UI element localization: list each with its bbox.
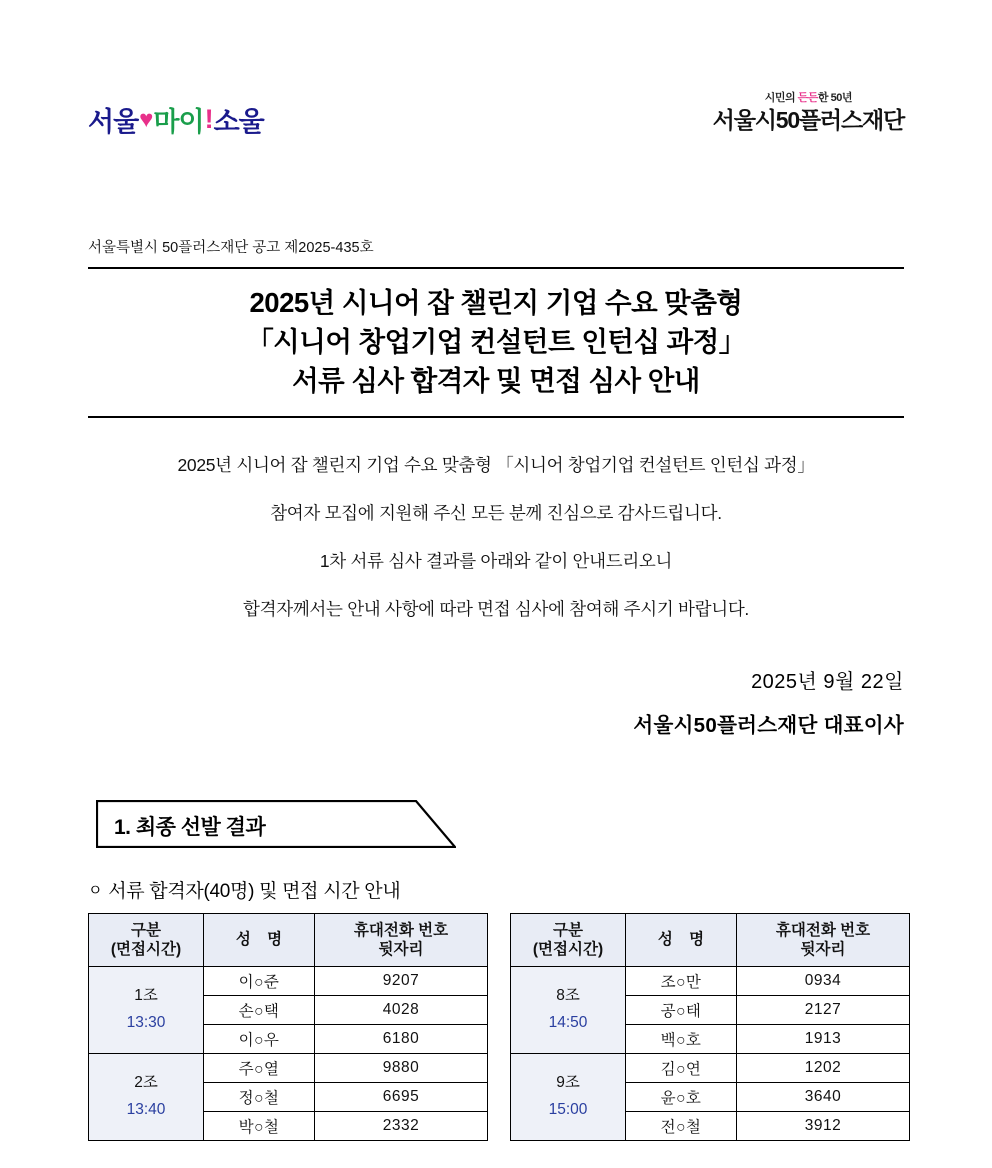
title-line-1: 2025년 시니어 잡 챌린지 기업 수요 맞춤형 [249,287,743,318]
table-row [89,1054,488,1083]
section-1-title: 1. 최종 선발 결과 [114,816,266,840]
header-phone-line1: 휴대전화 번호 [353,921,449,939]
header-phone-line1: 휴대전화 번호 [775,921,871,939]
group-time: 13:40 [126,1101,166,1119]
group-label: 9조 [556,1074,580,1092]
heart-icon: ♥ [139,105,153,133]
intro-line-1: 2025년 시니어 잡 챌린지 기업 수요 맞춤형 「시니어 창업기업 컨설턴트 인턴십 과정」 [177,455,815,476]
foundation-tagline [713,92,904,105]
header-group-line1: 구분 [131,921,161,939]
title-line-2: 「시니어 창업기업 컨설턴트 인턴십 과정」 [246,326,746,358]
intro-line-2: 참여자 모집에 지원해 주신 모든 분께 진심으로 감사드립니다. [270,503,722,524]
subsection-heading-text: 서류 합격자(40명) 및 면접 시간 안내 [108,881,401,903]
signature-block [88,665,904,738]
exclamation-icon: ! [204,104,213,134]
header-name: 성 명 [626,914,737,967]
phone-cell: 9207 [315,967,488,996]
issuing-organization: 서울시50플러스재단 대표이사 [633,714,904,738]
name-cell: 공○태 [626,996,737,1025]
group-time: 15:00 [548,1101,588,1119]
name-cell: 조○만 [626,967,737,996]
tagline-accent: 든든 [797,92,818,104]
phone-cell: 4028 [315,996,488,1025]
intro-line-3: 1차 서류 심사 결과를 아래와 같이 안내드리오니 [319,551,673,572]
header-group-line2: (면접시간) [110,941,182,959]
tagline-post: 한 50년 [817,92,852,104]
name-cell: 윤○호 [626,1083,737,1112]
table-row [511,967,910,996]
name-cell: 박○철 [204,1112,315,1141]
roster-table-left [88,913,488,1141]
table-header-row [511,914,910,967]
phone-cell: 3640 [737,1083,910,1112]
foundation-brand-name: 서울시50플러스재단 [712,106,904,133]
header-phone [737,914,910,967]
group-label: 1조 [134,987,158,1005]
phone-cell: 9880 [315,1054,488,1083]
header-group [89,914,204,967]
bullet-marker-icon: ㅇ [88,882,103,900]
header-name: 성 명 [204,914,315,967]
header-phone-line2: 뒷자리 [378,941,424,959]
phone-cell: 6180 [315,1025,488,1054]
header-phone-line2: 뒷자리 [800,941,846,959]
name-cell: 김○연 [626,1054,737,1083]
name-cell: 정○철 [204,1083,315,1112]
seoul-my-soul-logo [88,100,264,139]
group-cell [89,967,204,1054]
title-line-3: 서류 심사 합격자 및 면접 심사 안내 [292,365,700,397]
document-title [88,267,904,418]
document-header [88,0,904,190]
table-row [511,1054,910,1083]
logo-text-my: 마이 [153,107,204,137]
header-group [511,914,626,967]
phone-cell: 6695 [315,1083,488,1112]
name-cell: 손○택 [204,996,315,1025]
phone-cell: 3912 [737,1112,910,1141]
name-cell: 백○호 [626,1025,737,1054]
name-cell: 전○철 [626,1112,737,1141]
logo-text-soul: 소울 [213,107,264,137]
header-group-line1: 구분 [553,921,583,939]
group-label: 2조 [134,1074,158,1092]
notice-number: 서울특별시 50플러스재단 공고 제2025-435호 [88,240,374,256]
group-cell [511,1054,626,1141]
subsection-heading [88,876,992,903]
group-cell [511,967,626,1054]
tagline-pre: 시민의 [764,92,798,104]
phone-cell: 1913 [737,1025,910,1054]
phone-cell: 1202 [737,1054,910,1083]
foundation-logo [713,92,904,133]
roster-tables [88,913,904,1141]
name-cell: 이○준 [204,967,315,996]
table-row [89,967,488,996]
group-time: 14:50 [548,1014,588,1032]
roster-table-right [510,913,910,1141]
intro-paragraph [70,452,922,621]
name-cell: 이○우 [204,1025,315,1054]
group-label: 8조 [556,987,580,1005]
phone-cell: 2127 [737,996,910,1025]
group-cell [89,1054,204,1141]
logo-text-seoul: 서울 [88,107,139,137]
table-header-row [89,914,488,967]
phone-cell: 2332 [315,1112,488,1141]
name-cell: 주○열 [204,1054,315,1083]
header-group-line2: (면접시간) [532,941,604,959]
group-time: 13:30 [126,1014,166,1032]
intro-line-4: 합격자께서는 안내 사항에 따라 면접 심사에 참여해 주시기 바랍니다. [243,599,749,620]
header-phone [315,914,488,967]
issue-date: 2025년 9월 22일 [751,671,904,694]
section-1-heading [96,800,456,848]
phone-cell: 0934 [737,967,910,996]
